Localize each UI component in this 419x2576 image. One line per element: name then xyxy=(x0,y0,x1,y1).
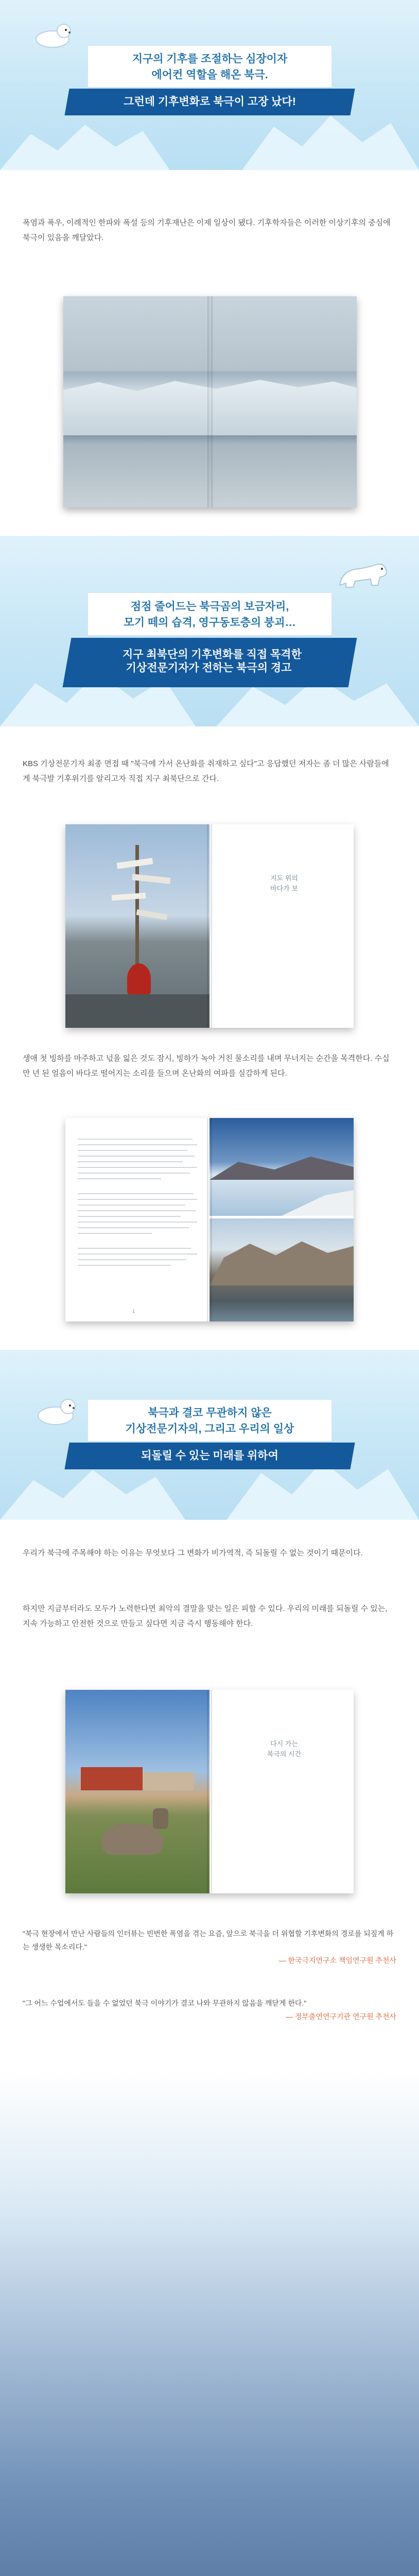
bar-text: 되돌릴 수 있는 미래를 위하여 xyxy=(141,1450,278,1462)
section3-paragraph-2: 하지만 지금부터라도 모두가 노력한다면 최악의 결말을 맞는 일은 피할 수 있다. 우리의 미래를 되돌릴 수 있는, 지속 가능하고 안전한 것으로 만들고 싶다면 지금 즉시 행동해야 한다. xyxy=(23,1604,388,1628)
section2-bar xyxy=(63,638,357,687)
quote-text: "북극 현장에서 만난 사람들의 인터뷰는 빈번한 폭염을 겪는 요즘, 앞으로 북극을 더 위협할 기후변화의 경로를 되짚게 하는 생생한 목소리다." xyxy=(23,1929,394,1951)
quote-source: — 정부출연연구기관 연구원 추천사 xyxy=(285,2012,396,2021)
quote-2 xyxy=(23,1996,396,2023)
section1-heading xyxy=(88,45,332,88)
glacier-photo xyxy=(63,296,357,507)
chapter-heading xyxy=(215,1739,354,1759)
chapter-heading-line: 다시 가는 xyxy=(270,1740,298,1748)
section3-bar xyxy=(64,1443,355,1469)
cover-section xyxy=(0,2071,419,2576)
section1-bar xyxy=(64,89,355,115)
seal-illustration-icon xyxy=(32,19,74,50)
bar-line: 지구 최북단의 기후변화를 직접 목격한 xyxy=(122,649,302,660)
quote-1 xyxy=(23,1927,396,1967)
bar-text: 그런데 기후변화로 북극이 고장 났다! xyxy=(124,96,296,108)
bar-line: 기상전문기자가 전하는 북극의 경고 xyxy=(126,662,292,674)
chapter-heading-line: 지도 위의 xyxy=(270,874,298,882)
chapter-heading-line: 북극의 시간 xyxy=(267,1750,302,1758)
open-book-spread-1 xyxy=(65,824,354,1028)
chapter-heading xyxy=(215,873,354,894)
seal-illustration-icon xyxy=(34,1394,80,1427)
section2-paragraph-2: 생애 첫 빙하를 마주하고 넋을 잃은 것도 잠시, 빙하가 녹아 거친 물소리를 내며 무너지는 순간을 목격한다. 수십만 년 된 얼음이 바다로 떨어지는 소리를 들으며 온난화의 여파를 실감하게 된다. xyxy=(23,1054,390,1078)
mountain-photo xyxy=(210,1218,354,1321)
reindeer-photo xyxy=(65,1690,210,1893)
chapter-heading-line: 바다가 보 xyxy=(270,885,298,892)
page-text-block xyxy=(78,1139,197,1270)
heading-line: 북극과 결코 무관하지 않은 xyxy=(148,1407,272,1419)
section1-header xyxy=(0,0,419,170)
quote-text: "그 어느 수업에서도 들을 수 없었던 북극 이야기가 결코 나와 무관하지 않음을 깨닫게 한다." xyxy=(23,1999,307,2007)
polar-bear-icon xyxy=(335,554,391,596)
heading-line: 기상전문기자의, 그리고 우리의 일상 xyxy=(125,1423,294,1435)
fjord-boat-photo xyxy=(210,1118,354,1216)
open-book-spread-2 xyxy=(65,1118,354,1321)
heading-line: 지구의 기후를 조절하는 심장이자 xyxy=(132,53,288,65)
section3-heading xyxy=(88,1399,332,1442)
open-book-spread-3 xyxy=(65,1690,354,1893)
section1-paragraph: 폭염과 폭우, 이례적인 한파와 폭설 등의 기후재난은 이제 일상이 됐다. 기후학자들은 이러한 이상기후의 중심에 북극이 있음을 깨달았다. xyxy=(23,218,391,242)
section2-header xyxy=(0,536,419,726)
signpost-photo xyxy=(65,824,210,1028)
quote-source: — 한국극지연구소 책임연구원 추천사 xyxy=(278,1956,396,1964)
heading-line: 점점 줄어드는 북극곰의 보금자리, xyxy=(130,601,289,613)
section2-heading xyxy=(88,592,332,636)
page-number: 1 xyxy=(132,1309,135,1314)
heading-line: 에어컨 역할을 해온 북극. xyxy=(151,69,268,81)
heading-line: 모기 떼의 습격, 영구동토층의 붕괴… xyxy=(124,617,296,629)
section3-header xyxy=(0,1350,419,1520)
section3-paragraph-1: 우리가 북극에 주목해야 하는 이유는 무엇보다 그 변화가 비가역적, 즉 되돌릴 수 없는 것이기 때문이다. xyxy=(23,1549,363,1557)
section2-paragraph: KBS 기상전문기자 최종 면접 때 "북극에 가서 온난화를 취재하고 싶다"고 응답했던 저자는 좀 더 많은 사람들에게 북극발 기후위기를 알리고자 직접 지구 최북단으로 간다. xyxy=(23,759,389,783)
